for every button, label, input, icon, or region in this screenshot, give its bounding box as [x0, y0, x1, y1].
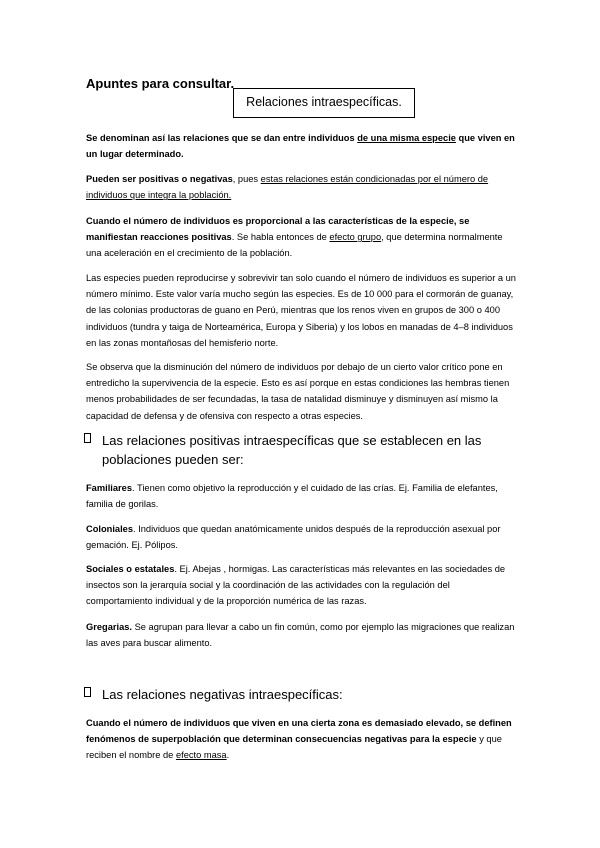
definition-text-end: que viven en un lugar determinado. [86, 133, 515, 160]
title-box: Relaciones intraespecíficas. [233, 88, 415, 118]
paragraph-critical-value: Se observa que la disminución del número de individuos por debajo de un cierto valor crítico pone en entredicho la supervivencia de la especie. Esto es así porque en estas condiciones las hembras tienen menos probabilidades de ser fecundadas, la tasa de natalidad disminuye y disminuyen así mismo la capacidad de defensa y de ofensiva con respecto a otras especies. [86, 362, 510, 421]
group-effect-text-end: , que determina normalmente una aceleración en el crecimiento de la población. [86, 232, 503, 259]
section-negative-title: Las relaciones negativas intraespecíficas: [102, 687, 343, 702]
item-gregarias [86, 619, 516, 651]
sociales-text: . Ej. Abejas , hormigas. Las características más relevantes en las sociedades de insectos son la jerarquía social y la coordinación de las actividades con la regulación del comportamiento individual y de la proporción numérica de las razas. [86, 564, 506, 607]
group-effect-text: . Se habla entonces de [231, 232, 330, 243]
item-sociales [86, 561, 516, 610]
bullet-icon [84, 687, 91, 697]
section-negative-relations [102, 685, 522, 704]
definition-underlined: de una misma especie [357, 133, 456, 143]
gregarias-text: Se agrupan para llevar a cabo un fin común, como por ejemplo las migraciones que realizan las aves para buscar alimento. [86, 622, 515, 649]
group-effect-term: efecto grupo [329, 232, 382, 243]
section-positive-relations [102, 431, 522, 469]
paragraph-group-effect [86, 213, 516, 262]
paragraph-definition [86, 130, 516, 162]
document-heading: Apuntes para consultar. [86, 76, 235, 91]
gregarias-label: Gregarias. [86, 622, 132, 632]
familiares-text: . Tienen como objetivo la reproducción y el cuidado de las crías. Ej. Familia de elefantes, familia de gorilas. [86, 483, 498, 510]
item-coloniales [86, 521, 516, 553]
paragraph-minimum-number: Las especies pueden reproducirse y sobrevivir tan solo cuando el número de individuos es superior a un número mínimo. Este valor varía mucho según las especies. Es de 10 000 para el cormorán de guanay, de las colonias productoras de guano en Perú, mientras que los renos viven en grupos de 300 o 400 individuos (tundra y taiga de Norteamérica, Europa y Siberia) y los lobos en manadas de 4–8 individuos en las zonas montañosas del hemisferio norte. [86, 273, 516, 348]
mass-effect-term: efecto masa [175, 750, 227, 761]
paragraph-mass-effect [86, 715, 516, 764]
sociales-label: Sociales o estatales [86, 564, 175, 574]
definition-text: Se denominan así las relaciones que se dan entre individuos [86, 133, 358, 143]
familiares-label: Familiares [86, 483, 132, 493]
mass-effect-period: . [226, 750, 230, 761]
item-familiares [86, 480, 516, 512]
types-text: , pues [232, 174, 261, 184]
group-effect-bold: Cuando el número de individuos es proporcional a las características de la especie, se manifiestan reacciones positivas [86, 216, 470, 243]
mass-effect-bold: Cuando el número de individuos que viven en una cierta zona es demasiado elevado, se definen fenómenos de superpoblación que determinan consecuencias negativas para la especie [86, 718, 512, 745]
types-bold: Pueden ser positivas o negativas [86, 174, 233, 184]
paragraph-types [86, 171, 516, 203]
section-positive-title: Las relaciones positivas intraespecíficas que se establecen en las poblaciones pueden ser: [102, 433, 482, 467]
mass-effect-text: y que reciben el nombre de [86, 734, 502, 761]
types-underlined: estas relaciones están condicionadas por el número de individuos que integra la población. [86, 174, 489, 201]
coloniales-label: Coloniales [86, 524, 134, 534]
bullet-icon [84, 433, 91, 443]
coloniales-text: . Individuos que quedan anatómicamente unidos después de la reproducción asexual por gemación. Ej. Pólipos. [86, 524, 501, 551]
